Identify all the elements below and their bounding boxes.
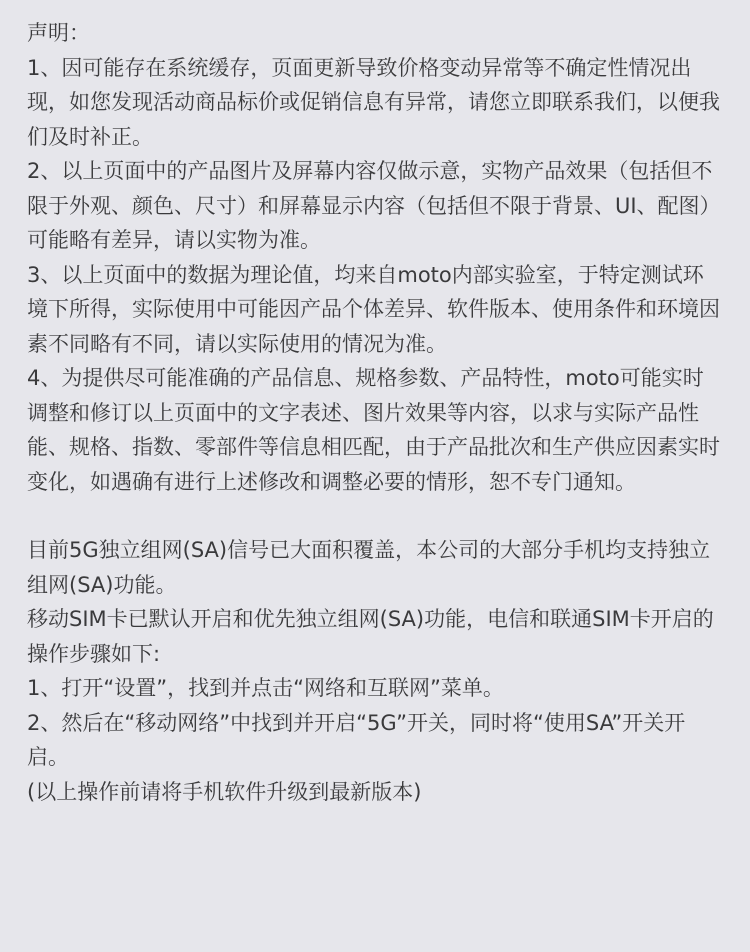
section-spacer [27,499,720,533]
disclaimer-item-3: 3、以上页面中的数据为理论值，均来自moto内部实验室，于特定测试环境下所得，实际使用中可能因产品个体差异、软件版本、使用条件和环境因素不同略有不同，请以实际使用的情况为准。 [27,262,720,356]
sa-step-1: 1、打开“设置”，找到并点击“网络和互联网”菜单。 [27,676,504,700]
disclaimer-heading: 声明： [27,21,90,45]
sa-sim-note: 移动SIM卡已默认开启和优先独立组网(SA)功能，电信和联通SIM卡开启的操作步骤如下: [27,607,714,666]
sa-step-2: 2、然后在“移动网络”中找到并开启“5G”开关，同时将“使用SA”开关开启。 [27,710,686,769]
sa-footnote: (以上操作前请将手机软件升级到最新版本) [27,779,422,804]
disclaimer-item-2: 2、以上页面中的产品图片及屏幕内容仅做示意，实物产品效果（包括但不限于外观、颜色、尺寸）和屏幕显示内容（包括但不限于背景、UI、配图）可能略有差异，请以实物为准。 [27,159,713,252]
disclaimer-item-1: 1、因可能存在系统缓存，页面更新导致价格变动异常等不确定性情况出现，如您发现活动商品标价或促销信息有异常，请您立即联系我们，以便我们及时补正。 [27,55,720,149]
sa-intro: 目前5G独立组网(SA)信号已大面积覆盖，本公司的大部分手机均支持独立组网(SA)功能。 [27,538,711,597]
disclaimer-item-4: 4、为提供尽可能准确的产品信息、规格参数、产品特性，moto可能实时调整和修订以上页面中的文字表述、图片效果等内容，以求与实际产品性能、规格、指数、零部件等信息相匹配，由于产品批次和生产供应因素实时变化，如遇确有进行上述修改和调整必要的情形，恕不专门通知。 [27,366,720,494]
